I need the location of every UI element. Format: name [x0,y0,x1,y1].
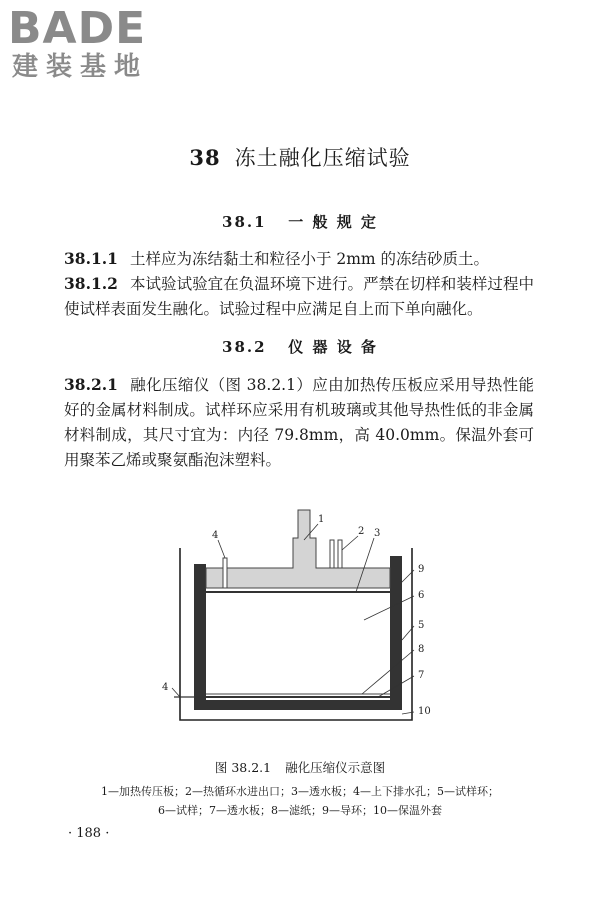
heating-pressure-plate [206,510,390,588]
callout-4-lower: 4 [162,682,169,693]
clause-text: 土样应为冻结黏土和粒径小于 2mm 的冻结砂质土。 [129,250,490,268]
clause-38-1-2 [64,271,534,322]
figure-caption [0,758,600,776]
sample-ring-right-wall [390,556,402,706]
figure-title: 融化压缩仪示意图 [285,760,386,775]
clause-38-1-1 [64,246,534,272]
callout-2: 2 [358,526,365,537]
clause-text: 融化压缩仪（图 38.2.1）应由加热传压板应采用导热性能好的金属材料制成。试样环应采用有机玻璃或其他导热性低的非金属材料制成，其尺寸宜为：内径 79.8mm，高 40.0mm。保温外套可用聚苯乙烯或聚氨酯泡沫塑料。 [64,376,534,469]
water-pipe-outlet [338,540,342,568]
callout-5: 5 [418,620,425,631]
page-number: · 188 · [68,826,110,841]
chapter-number: 38 [189,145,221,170]
clause-text: 本试验试验宜在负温环境下进行。严禁在切样和装样过程中使试样表面发生融化。试验过程中应满足自上而下单向融化。 [64,275,534,318]
water-pipe-inlet [330,540,334,568]
callout-7: 7 [418,670,425,681]
compression-apparatus-diagram [150,500,450,730]
callout-10: 10 [418,706,431,717]
clause-number: 38.1.1 [64,249,118,268]
sample-ring-left-wall [194,564,206,706]
section-number: 38.1 [222,213,267,231]
logo-wordmark: BADE [8,3,147,54]
chapter-title: 冻土融化压缩试验 [234,146,411,170]
callout-8: 8 [418,644,425,655]
callout-6: 6 [418,590,425,601]
section-title: 一 般 规 定 [288,213,378,231]
section-heading-38-2 [0,336,600,357]
callout-4-upper: 4 [212,530,219,541]
soil-sample [206,594,390,694]
section-number: 38.2 [222,338,267,356]
upper-drain-hole [223,558,227,588]
clause-number: 38.2.1 [64,375,118,394]
publisher-logo [8,3,178,82]
figure-number: 图 38.2.1 [214,760,272,775]
callout-3: 3 [374,528,381,539]
section-title: 仪 器 设 备 [288,338,378,356]
chapter-heading [0,142,600,172]
section-heading-38-1 [0,211,600,232]
logo-subtitle: 建装基地 [12,52,149,82]
callout-9: 9 [418,564,425,575]
sample-ring-base [194,700,402,710]
figure-legend-line-1: 1—加热传压板；2—热循环水进出口；3—透水板；4—上下排水孔；5—试样环； [101,785,499,798]
clause-number: 38.1.2 [64,274,118,293]
callout-1: 1 [318,514,325,525]
clause-38-2-1 [64,372,534,473]
figure-legend-line-2: 6—试样；7—透水板；8—滤纸；9—导环；10—保温外套 [158,804,442,817]
